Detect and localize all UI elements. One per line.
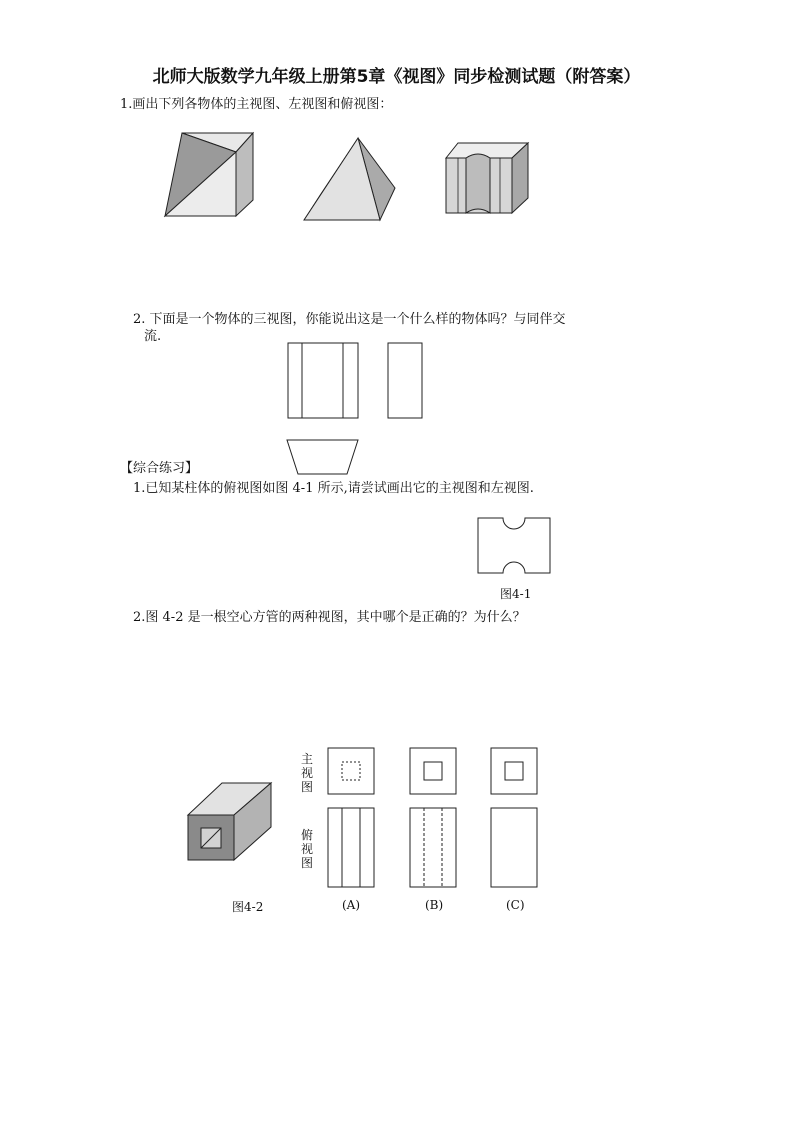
option-b-label: (B) [425,898,444,912]
option-c-label: (C) [506,898,525,912]
question-2-text-line1: 2. 下面是一个物体的三视图，你能说出这是一个什么样的物体吗？与同伴交 [133,312,566,327]
section-heading: 【综合练习】 [120,461,199,476]
top-view-label: 俯视图 [300,828,313,870]
question-2-text-line2: 流. [144,329,162,344]
option-a-top-view [328,808,374,887]
figure-4-2-caption: 图4-2 [232,900,264,914]
option-a-hidden-square [342,762,360,780]
option-c-top-view [491,808,537,887]
three-views-figure [285,340,430,480]
option-views [325,745,540,890]
top-view-trapezoid [287,440,358,474]
option-b-front-view [410,748,456,794]
option-a-label: (A) [342,898,361,912]
figure-4-1 [475,515,555,577]
exercise-1-text: 1.已知某柱体的俯视图如图 4-1 所示,请尝试画出它的主视图和左视图. [133,481,534,496]
figure-4-1-caption: 图4-1 [500,587,532,601]
pyramid-figure [300,133,400,223]
prism-cut-figure [160,128,260,220]
question-1-text: 1.画出下列各物体的主视图、左视图和俯视图： [120,97,393,112]
front-view-label: 主视图 [300,752,313,794]
front-view-rect [288,343,358,418]
exercise-2-text: 2.图 4-2 是一根空心方管的两种视图，其中哪个是正确的？为什么？ [133,610,526,625]
grooved-block-figure [440,138,540,218]
option-b-top-view [410,808,456,887]
option-a-front-view [328,748,374,794]
hollow-tube-figure [185,780,275,865]
page-title: 北师大版数学九年级上册第5章《视图》同步检测试题（附答案） [152,67,641,87]
option-c-front-view [491,748,537,794]
side-view-rect [388,343,422,418]
